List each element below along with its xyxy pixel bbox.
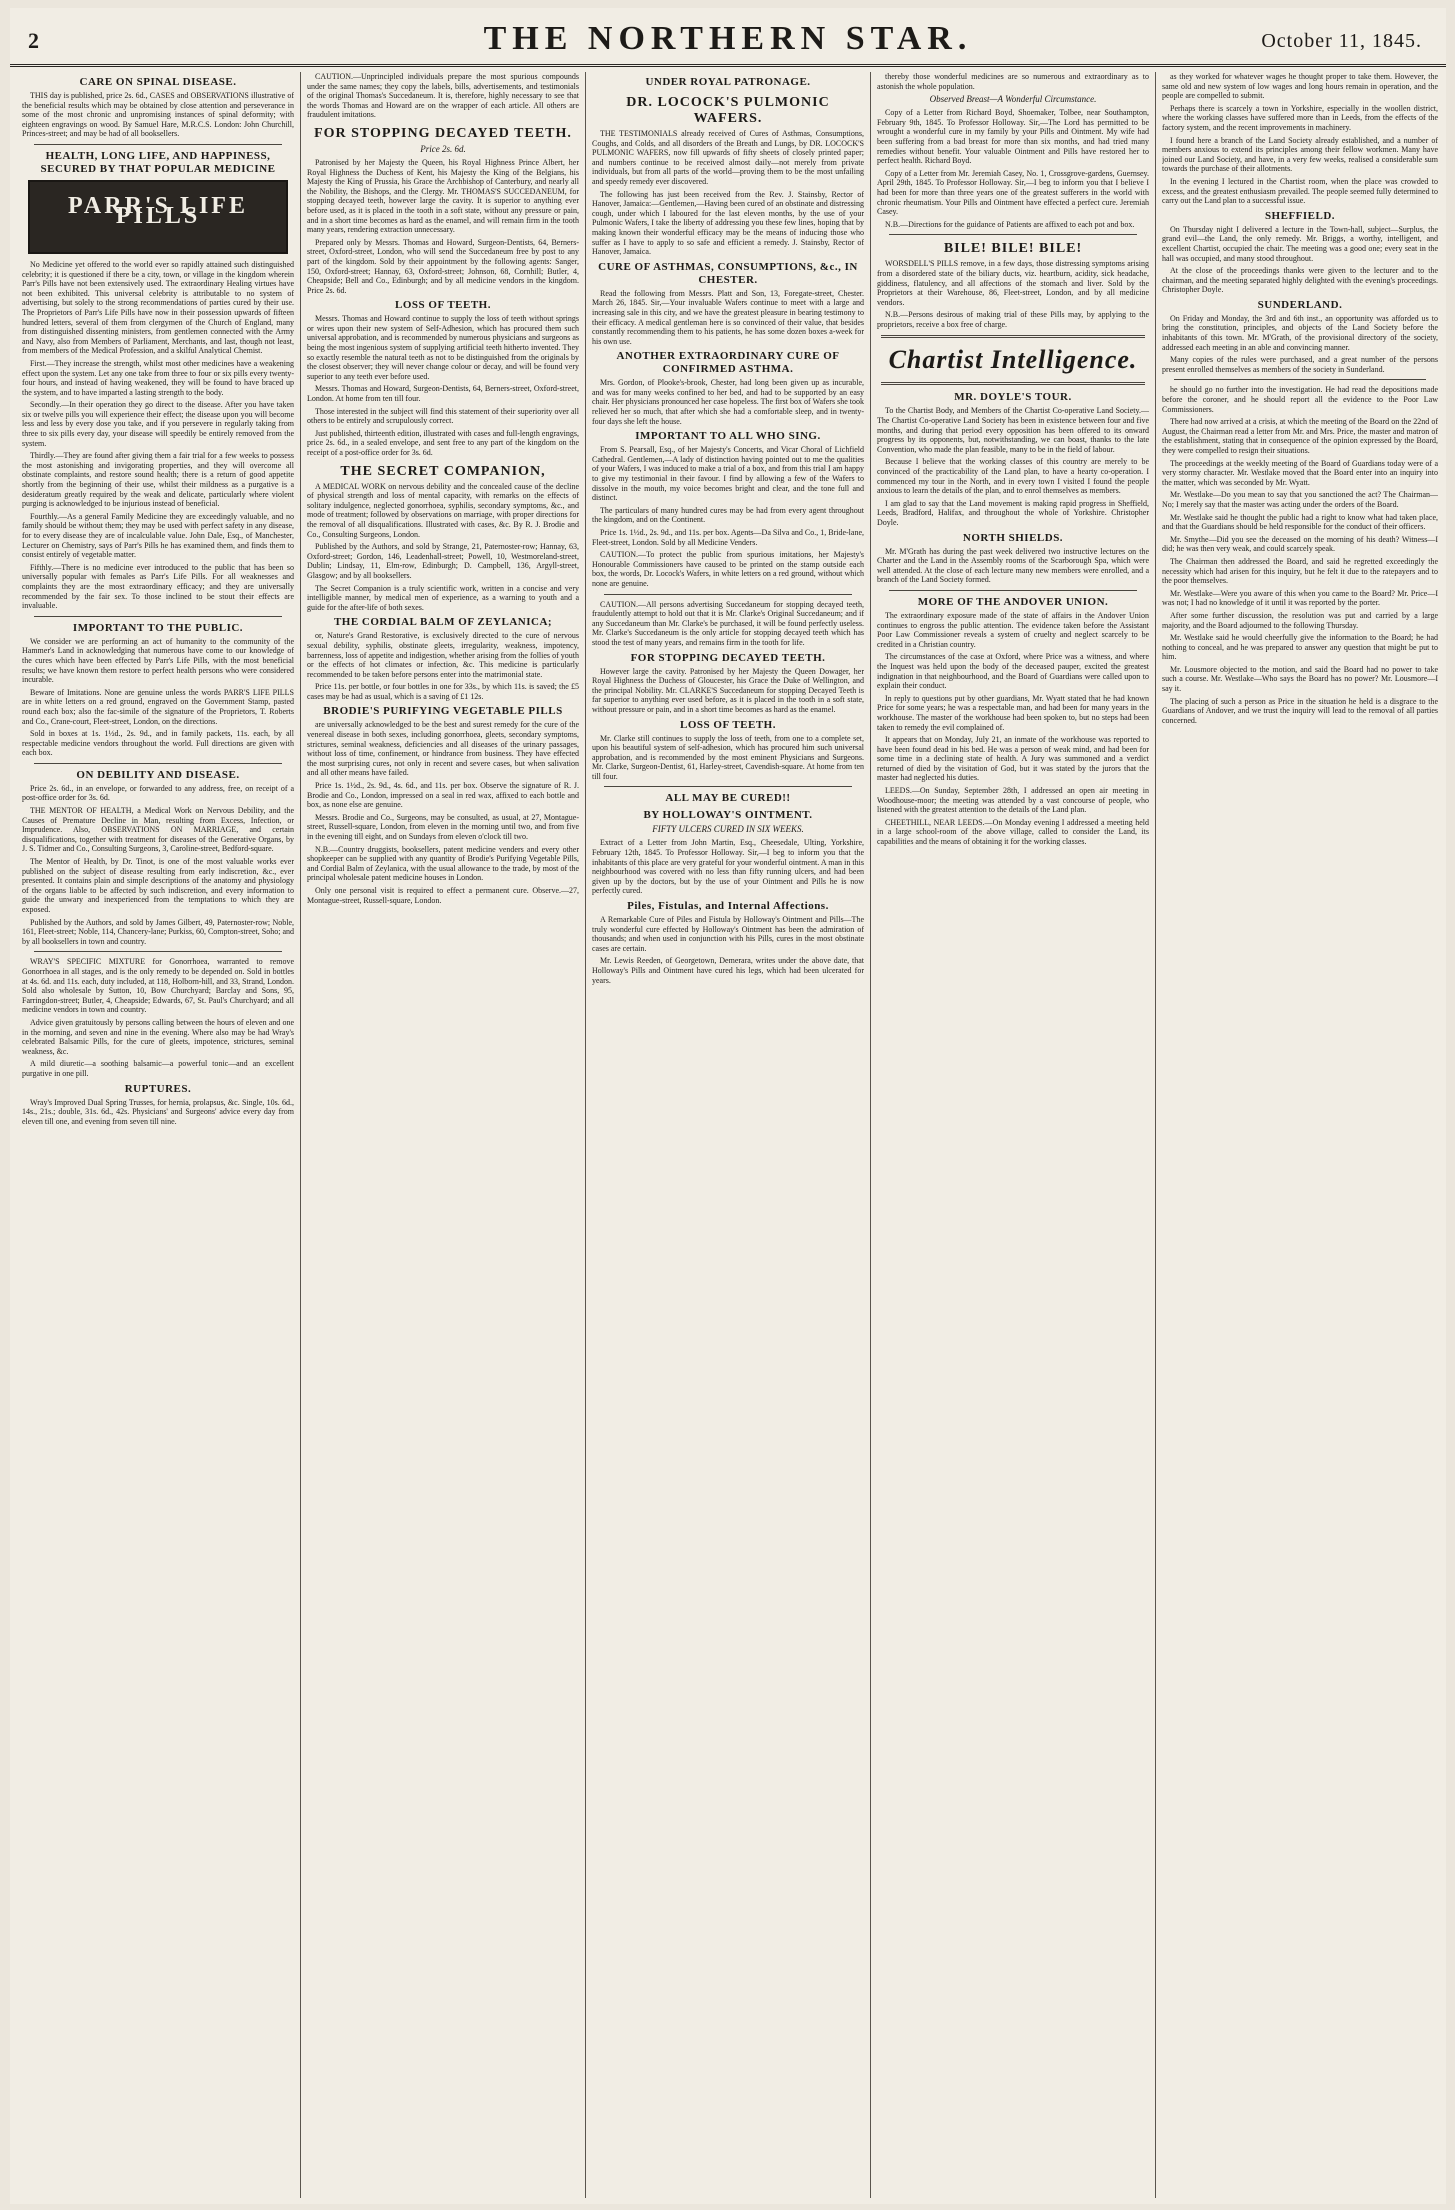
body-paragraph: are universally acknowledged to be the best and surest remedy for the cure of the venereal disease in both sexes, including gonorrhoea, gleets, secondary symptoms, strictures, seminal weakness, deficiencies and all diseases of the urinary passages, without loss of time, confinement, or hindrance from business. They have effected the most surprising cures, not only in recent and severe cases, but when salivation and all other means have failed. [307,720,579,778]
body-paragraph: There had now arrived at a crisis, at which the meeting of the Board on the 22nd of August, the Chairman read a letter from Mr. and Mrs. Price, the master and matron of the establishment, stating that in consequence of the opinion expressed by the Board, they were compelled to resign their situations. [1162,417,1438,455]
body-paragraph: N.B.—Country druggists, booksellers, patent medicine venders and every other shopkeeper can be supplied with any quantity of Brodie's Purifying Vegetable Pills, and Cordial Balm of Zeylanica, with the usual allowance to the trade, by most of the principal wholesale patent medicine houses in London. [307,844,579,883]
body-paragraph: In the evening I lectured in the Chartist room, when the place was crowded to excess, and the greatest enthusiasm prevailed. The people seemed fully determined to carry out the Land plan to a successful issue. [1162,176,1438,206]
body-paragraph: Mr. Westlake—Do you mean to say that you sanctioned the act? The Chairman—No; I merely say that the master was acting under the orders of the Board. [1162,490,1438,509]
body-paragraph: Prepared only by Messrs. Thomas and Howard, Surgeon-Dentists, 64, Berners-street, Oxford-street, London, who will send the Succedaneum free by post to any part of the kingdom. Sold by their appointment by the following agents: Sanger, 150, Oxford-street; Hannay, 63, Oxford-street; Johnson, 68, Cornhill; Butler, 4, Cheapside; Bell and Co., Edinburgh; and by all medicine vendors in the kingdom. Price 2s. 6d. [307,237,579,295]
body-paragraph: Because I believe that the working classes of this country are merely to be convinced of the practicability of the Land plan, to have a hearty co-operation. I commenced my tour in the North, and in every town I visited I found the people anxious to learn the details of the plan, and to enrol themselves as members. [877,457,1149,496]
section-heading: UNDER ROYAL PATRONAGE. [645,76,811,88]
column-3 [592,72,864,2198]
body-paragraph: The proceedings at the weekly meeting of the Board of Guardians today were of a very stormy character. Mr. Westlake moved that the Board enter into an inquiry into the matter, which was seconded by Mr. Wyatt. [1162,458,1438,487]
advert-banner [28,180,288,254]
separator-rule [34,951,282,952]
body-paragraph: I found here a branch of the Land Society already established, and a number of members anxious to extend its principles among their fellow workmen. Many have joined our Land Society, and have, in a very few weeks, realised a considerable sum towards the purchase of their allotments. [1162,135,1438,174]
section-heading: THE CORDIAL BALM OF ZEYLANICA; [333,616,553,629]
section-heading: BY HOLLOWAY'S OINTMENT. [643,809,813,822]
body-paragraph: Only one personal visit is required to effect a permanent cure. Observe.—27, Montague-street, Russell-square, London. [307,885,579,905]
newspaper-title: THE NORTHERN STAR. [483,20,973,57]
body-paragraph: In reply to questions put by other guardians, Mr. Wyatt stated that he had known Price for some years; he was a respectable man, and had been for many years in the workhouse. The master of the workhouse had been spoken to, but no steps had been taken to remedy the evil complained of. [877,693,1149,732]
body-paragraph: The Secret Companion is a truly scientific work, written in a concise and very intelligible manner, by medical men of experience, as a warning to youth and a guide for the after-life of both sexes. [307,583,579,612]
masthead [10,8,1446,67]
body-paragraph: Mr. Westlake said he thought the public had a right to know what had taken place, and that the Guardians should be held responsible for the conduct of their officers. [1162,512,1438,532]
body-paragraph: Thirdly.—They are found after giving them a fair trial for a few weeks to possess the most astonishing and invigorating properties, and they will overcome all obstinate complaints, and restore sound health; there is a return of good appetite shortly from the beginning of their use, whilst their mildness as a purgative is a desideratum greatly required by the weak and delicate, particularly where violent purging is acknowledged to be injurious instead of beneficial. [22,451,294,509]
section-heading: ALL MAY BE CURED!! [665,792,791,805]
section-heading: IMPORTANT TO ALL WHO SING. [635,430,821,443]
section-banner-heading: Chartist Intelligence. [888,345,1138,375]
body-paragraph: Price 11s. per bottle, or four bottles in one for 33s., by which 11s. is saved; the £5 cases may be had as usual, which is a saving of £1 12s. [307,682,579,701]
body-paragraph: The circumstances of the case at Oxford, where Price was a witness, and where the Inquest was held upon the body of the deceased pauper, excited the greatest indignation in that neighbourhood, and the Board of Guardians were called upon to explain their conduct. [877,652,1149,691]
subheading: Price 2s. 6d. [420,143,466,154]
column-5 [1162,72,1438,2198]
body-paragraph: Mr. Clarke still continues to supply the loss of teeth, from one to a complete set, upon his beautiful system of self-adhesion, which has procured him such universal approbation, and is recommended by the most eminent Physicians and Surgeons. Mr. Clarke, Surgeon-Dentist, 61, Harley-street, Cavendish-square. At home from ten till four. [592,733,864,781]
column-2 [307,72,579,2198]
body-paragraph: Price 1s. 1½d., 2s. 9d., and 11s. per box. Agents—Da Silva and Co., 1, Bride-lane, Fleet-street, London. Sold by all Medicine Venders. [592,528,864,547]
body-paragraph: However large the cavity. Patronised by her Majesty the Queen Dowager, her Royal Highness the Duchess of Gloucester, his Grace the Duke of Wellington, and the principal Nobility. Mr. CLARKE'S Succedaneum for stopping Decayed Teeth is far superior to anything ever used before, as it is placed in the tooth in a soft state, without pressure or pain, and in a short time becomes as hard as the enamel. [592,666,864,714]
display-heading: DR. LOCOCK'S PULMONIC WAFERS. [626,95,830,126]
body-paragraph: Perhaps there is scarcely a town in Yorkshire, especially in the woollen district, where the working classes have suffered more than in Leeds, from the effects of the factory system, and the recent improvements in machinery. [1162,103,1438,132]
body-paragraph: We consider we are performing an act of humanity to the community of the Hammer's Land in acknowledging that numerous have come to our knowledge of the cures which have been effected by Parr's Life Pills, with the most beneficial results; we have known them restore to perfect health persons who were considered incurable. [22,636,294,685]
section-heading: SHEFFIELD. [1264,209,1336,222]
section-heading: IMPORTANT TO THE PUBLIC. [72,621,244,634]
body-paragraph: as they worked for whatever wages he thought proper to take them. However, the same old and new system of low wages and long hours remain in operation, and the people are compelled to submit. [1162,72,1438,101]
body-paragraph: It appears that on Monday, July 21, an inmate of the workhouse was reported to have been found dead in his bed. He was a person of weak mind, and had been for some time in a declining state of health. A Jury was summoned and a verdict returned of died by the visitation of God, but it was stated by the jurors that the master had neglected his duties. [877,735,1149,783]
body-paragraph: LEEDS.—On Sunday, September 28th, I addressed an open air meeting in Woodhouse-moor; the meeting was attended by a vast concourse of people, who listened with the greatest attention to the details of the Land plan. [877,786,1149,815]
body-paragraph: Advice given gratuitously by persons calling between the hours of eleven and one in the morning, and seven and nine in the evening. Where also may be had Wray's celebrated Balsamic Pills, for the cure of gleets, impotence, strictures, seminal weakness, &c. [22,1017,294,1056]
body-paragraph: On Thursday night I delivered a lecture in the Town-hall, subject—Surplus, the grand evil—the Land, the only remedy. Mr. Briggs, a worthy, intelligent, and excellent Chartist, occupied the chair. The meeting was a good one; every seat in the hall was occupied, and many stood throughout. [1162,224,1438,263]
body-paragraph: A Remarkable Cure of Piles and Fistula by Holloway's Ointment and Pills—The truly wonderful cure effected by Holloway's Ointment has been the admiration of thousands; and when used in conjunction with his Pills, cures in the most obstinate cases are certain. [592,915,864,953]
body-paragraph: Published by the Authors, and sold by Strange, 21, Paternoster-row; Hannay, 63, Oxford-street; Gordon, 146, Leadenhall-street; Powell, 10, Westmoreland-street, Dublin; Lindsay, 11, Elm-row, Edinburgh; D. Campbell, 136, Argyll-street, Glasgow; and by all booksellers. [307,542,579,580]
section-heading: ANOTHER EXTRAORDINARY CURE OF CONFIRMED ASTHMA. [616,350,840,376]
body-paragraph: WORSDELL'S PILLS remove, in a few days, those distressing symptoms arising from a disordered state of the biliary ducts, viz. heartburn, acidity, sick headache, giddiness, flatulency, and all affections of the stomach and liver. Sold by the Proprietors at their Warehouse, 86, Fleet-street, London, and by all medicine vendors. [877,259,1149,307]
section-heading: NORTH SHIELDS. [962,531,1064,544]
banner-text: PARR'S LIFE PILLS [68,192,248,229]
column-rule [1155,72,1156,2198]
separator-rule [34,763,282,764]
body-paragraph: CAUTION.—Unprincipled individuals prepare the most spurious compounds under the same names; they copy the labels, bills, advertisements, and testimonials of the original Thomas's Succedaneum. It is, therefore, highly necessary to see that the words Thomas and Howard are on the wrapper of each article. All others are fraudulent imitations. [307,72,579,120]
body-paragraph: No Medicine yet offered to the world ever so rapidly attained such distinguished celebrity; it is questioned if there be a city, town, or village in the kingdom wherein Parr's Pills have not been extensively used. The extraordinary Healing virtues have not been exhibited. This universal celebrity is attributable to no system of advertising, but solely to the strong recommendations of parties cured by their use. The Proprietors of Parr's Life Pills have now in their possession upwards of fifteen hundred letters, several of them from clergymen of the Church of England, many from distinguished dissenting ministers, from gentlemen connected with the Army and Navy, also from Members of Parliament, Merchants, and last, though not least, from members of the Medical Profession, and a skilful Analytical Chemist. [22,259,294,356]
body-paragraph: Just published, thirteenth edition, illustrated with cases and full-length engravings, price 2s. 6d., in a sealed envelope, and sent free to any part of the kingdom on the receipt of a post-office order for 3s. 6d. [307,428,579,457]
body-paragraph: Fourthly.—As a general Family Medicine they are exceedingly valuable, and no family should be without them; they may be used with perfect safety in any disease, for to every disease they are of incalculable value. John Dale, Esq., of Manchester, Lecturer on Chemistry, says of Parr's Pills he has examined them, and finds them to consist entirely of vegetable matter. [22,511,294,560]
section-heading: CURE OF ASTHMAS, CONSUMPTIONS, &c., IN CHESTER. [598,260,858,286]
body-paragraph: Fifthly.—There is no medicine ever introduced to the public that has been so universally popular with females as Parr's Life Pills. For all weaknesses and complaints they are the most extraordinary efficacy; and they are universally recommended by the fair sex. To those inclined to be stout their effects are invaluable. [22,562,294,611]
body-paragraph: Messrs. Brodie and Co., Surgeons, may be consulted, as usual, at 27, Montague-street, Russell-square, London, from eleven in the morning until two, and from five in the evening till eight, and on Sundays from eleven o'clock till two. [307,812,579,841]
body-paragraph: I am glad to say that the Land movement is making rapid progress in Sheffield, Leeds, Bradford, Halifax, and throughout the whole of Yorkshire. Christopher Doyle. [877,498,1149,527]
column-4 [877,72,1149,2198]
section-heading: Piles, Fistulas, and Internal Affections. [627,900,829,913]
body-paragraph: Mr. Lousmore objected to the motion, and said the Board had no power to take such a course. Mr. Westlake—Who says the Board has no power? Mr. Lousmore—I say it. [1162,664,1438,694]
section-heading: RUPTURES. [124,1082,192,1095]
body-paragraph: Published by the Authors, and sold by James Gilbert, 49, Paternoster-row; Noble, 161, Fleet-street; Noble, 114, Chancery-lane; Purkiss, 60, Compton-street, Soho; and by all booksellers in town and country. [22,917,294,946]
body-paragraph: The particulars of many hundred cures may be had from every agent throughout the kingdom, and on the Continent. [592,505,864,525]
columns [22,72,1438,2198]
column-1 [22,72,294,2198]
body-paragraph: Messrs. Thomas and Howard, Surgeon-Dentists, 64, Berners-street, Oxford-street, London. At home from ten till four. [307,384,579,404]
body-paragraph: Those interested in the subject will find this statement of their superiority over all others to be entirely and scrupulously correct. [307,406,579,426]
body-paragraph: The placing of such a person as Price in the situation he held is a disgrace to the Guardians of Andover, and we trust the inquiry will lead to the removal of all parties concerned. [1162,696,1438,725]
body-paragraph: Mr. M'Grath has during the past week delivered two instructive lectures on the Charter and the Land in the Assembly rooms of the Scarborough Spa, which were well attended. At the close of each lecture many new members were enrolled, and a branch of the Land Society formed. [877,546,1149,585]
body-paragraph: To the Chartist Body, and Members of the Chartist Co-operative Land Society.—The Chartist Co-operative Land Society has been in existence between four and five months, and during that period every opposition has been offered to its onward progress by its opponents, but, notwithstanding, we can boast, thanks to the late Convention, who made the plan feasible, many to be in the field of labour. [877,406,1149,454]
body-paragraph: Beware of Imitations. None are genuine unless the words PARR'S LIFE PILLS are in white letters on a red ground, engraved on the Government Stamp, pasted round each box; also the fac-simile of the signature of the Proprietors, T. Roberts and Co., Crane-court, Fleet-street, London, on the directions. [22,687,294,726]
body-paragraph: The following has just been received from the Rev. J. Stainsby, Rector of Hanover, Jamaica:—Gentlemen,—Having been cured of an obstinate and distressing cough, under which I laboured for the last eleven months, by the use of your Pulmonic Wafers, I take the liberty of addressing you these few lines, hoping that by making known their wonderful efficacy may be the means of inducing those who suffer as I have to apply to so safe and efficient a remedy. J. Stainsby, Rector of Hanover, Jamaica. [592,189,864,257]
body-paragraph: Read the following from Messrs. Platt and Son, 13, Foregate-street, Chester. March 26, 1845. Sir,—Your invaluable Wafers continue to meet with a large and increasing sale in this city, and we have the greatest pleasure in bearing testimony to their efficacy. A medical gentleman here is so convinced of their value, that besides constantly recommending them to his patients, he has some dozen boxes a-week for his own use. [592,288,864,346]
body-paragraph: Mr. Smythe—Did you see the deceased on the morning of his death? Witness—I did; he was then very weak, and could scarcely speak. [1162,534,1438,554]
body-paragraph: he should go no further into the investigation. He had read the depositions made before the coroner, and he should report all the evidence to the Poor Law Commissioners. [1162,385,1438,414]
body-paragraph: Many copies of the rules were purchased, and a great number of the persons present enrolled themselves as members of the society in Sunderland. [1162,355,1438,374]
body-paragraph: A mild diuretic—a soothing balsamic—a powerful tonic—and an excellent purgative in one pill. [22,1059,294,1078]
display-heading: THE SECRET COMPANION, [340,463,546,479]
display-heading: BILE! BILE! BILE! [943,241,1083,257]
body-paragraph: Mr. Lewis Reeden, of Georgetown, Demerara, writes under the above date, that Holloway's Pills and Ointment have cured his legs, which had been ulcerated for years. [592,956,864,985]
body-paragraph: Extract of a Letter from John Martin, Esq., Cheesedale, Ulting, Yorkshire, February 12th, 1845. To Professor Holloway. Sir,—I beg to inform you that the inhabitants of this place are very grateful for your wonderful ointment. A man in this neighbourhood was covered with no less than fifty running ulcers, and had been given up by the doctors, but by the use of your Ointment and Pills he is now perfectly cured. [592,838,864,896]
separator-rule [881,382,1145,385]
body-paragraph: Mrs. Gordon, of Plooke's-brook, Chester, had long been given up as incurable, and was for many weeks confined to her bed, and had to be supported by an easy chair. Her physicians pronounced her case hopeless. The first box of Wafers she took relieved her so much, that after which she had a comfortable sleep, and in twenty-four days she left the house. [592,378,864,426]
separator-rule [604,594,852,595]
column-rule [585,72,586,2198]
body-paragraph: CHEETHILL, NEAR LEEDS.—On Monday evening I addressed a meeting held in a large school-room of the above village, called to consider the Land, its capabilities and the means of obtaining it for the working classes. [877,817,1149,847]
body-paragraph: Copy of a Letter from Richard Boyd, Shoemaker, Tolbee, near Southampton, February 9th, 1845. To Professor Holloway. Sir,—The Lord has permitted to be wrought a wonderful cure in my family by your Pills and Ointment. My wife had been suffering from a bad breast for more than six months, and had tried many remedies without benefit. Your valuable Ointment and Pills have restored her to perfect health. Richard Boyd. [877,108,1149,166]
body-paragraph: Price 2s. 6d., in an envelope, or forwarded to any address, free, on receipt of a post-office order for 3s. 6d. [22,783,294,803]
subheading: Observed Breast—A Wonderful Circumstance. [929,94,1097,105]
body-paragraph: or, Nature's Grand Restorative, is exclusively directed to the cure of nervous sexual debility, syphilis, obstinate gleets, irregularity, weakness, impotency, barrenness, loss of appetite and indigestion, whether arising from the follies of youth or the effects of hot climates or infection, &c. This medicine is particularly recommended to be taken before persons enter into the matrimonial state. [307,631,579,679]
section-heading: LOSS OF TEETH. [680,718,776,731]
body-paragraph: CAUTION.—All persons advertising Succedaneum for stopping decayed teeth, fraudulently attempt to hold out that it is Mr. Clarke's Original Succedaneum; and if any Succedaneum than Mr. Clarke's be purchased, it will be found perfectly useless. Mr. Clarke's Succedaneum is the only article for stopping decayed teeth which has stood the test of many years, and remains firm in the tooth for life. [592,599,864,647]
separator-rule [34,144,282,145]
page-number: 2 [28,28,39,53]
separator-rule [34,616,282,617]
body-paragraph: Price 1s. 1½d., 2s. 9d., 4s. 6d., and 11s. per box. Observe the signature of R. J. Brodie and Co., London, impressed on a seal in red wax, affixed to each bottle and box, as none else are genuine. [307,781,579,810]
body-paragraph: THIS day is published, price 2s. 6d., CASES and OBSERVATIONS illustrative of the beneficial results which may be obtained by close attention and perseverance in some of the most chronic and unpromising instances of spinal deformity; with eighteen engravings on wood. By Samuel Hare, M.R.C.S. London: John Churchill, Princes-street; and may be had of all booksellers. [22,91,294,139]
body-paragraph: WRAY'S SPECIFIC MIXTURE for Gonorrhoea, warranted to remove Gonorrhoea in all stages, and is the only remedy to be depended on. Sold in bottles at 4s. 6d. and 11s. each, duty included, at 118, Holborn-hill, and 33, Strand, London. Sold also wholesale by Sutton, 10, Bow Churchyard; Barclay and Sons, 95, Farringdon-street; Butler, 4, Cheapside; Edwards, 67, St. Paul's Churchyard; and all medicine vendors in town and country. [22,957,294,1015]
issue-date: October 11, 1845. [1261,30,1422,52]
column-rule [300,72,301,2198]
separator-rule [604,786,852,787]
body-paragraph: From S. Pearsall, Esq., of her Majesty's Concerts, and Vicar Choral of Lichfield Cathedral. Gentlemen,—A lady of distinction having pointed out to me the qualities of your Wafers, I was induced to make a trial of a box, and from this trial I am happy to give my testimonial in their favour. I find by allowing a few of the Wafers to dissolve in the mouth, my voice becomes bright and clear, and the tone full and distinct. [592,445,864,503]
display-heading: FOR STOPPING DECAYED TEETH. [314,125,572,141]
body-paragraph: The Mentor of Health, by Dr. Tinot, is one of the most valuable works ever published on the subject of disease resulting from early indiscretion, &c., ever presented. It contains plain and simple descriptions of the anatomy and physiology of the organs liable to be affected by such indiscretion, and every information to guide the unwary and inexperienced from the temptations to which they are exposed. [22,857,294,914]
body-paragraph: Patronised by her Majesty the Queen, his Royal Highness Prince Albert, her Royal Highness the Duchess of Kent, his Majesty the King of the Belgians, his Majesty the King of Prussia, his Grace the Archbishop of Canterbury, and nearly all the Nobility, the Bishops, and the Clergy. Mr. THOMAS'S SUCCEDANEUM, for stopping decayed teeth, however large the cavity. It is superior to anything ever before used, as it is placed in the tooth in a soft state, without any pressure or pain, and in a short time becomes as hard as the enamel, and will remain firm in the tooth many years, rendering extraction unnecessary. [307,157,579,235]
body-paragraph: On Friday and Monday, the 3rd and 6th inst., an opportunity was afforded us to bring the constitution, principles, and objects of the Land Society before the inhabitants of this town. Mr. M'Grath, of the provisional directory of the society, addressed each meeting in an able and convincing manner. [1162,313,1438,352]
body-paragraph: Mr. Westlake said he would cheerfully give the information to the Board; he had nothing to conceal, and he was prepared to answer any question that might be put to him. [1162,633,1438,662]
body-paragraph: Mr. Westlake—Were you aware of this when you came to the Board? Mr. Price—I was not; I had no knowledge of it until it was reported by the porter. [1162,588,1438,608]
section-heading: LOSS OF TEETH. [395,299,491,312]
body-paragraph: First.—They increase the strength, whilst most other medicines have a weakening effect upon the system. Let any one take from three to four or six pills every twenty-four hours, and instead of having weakened, they will be found to have braced up the system, and to have imparted a lasting strength to the body. [22,358,294,397]
column-rule [870,72,871,2198]
separator-rule [889,234,1137,235]
body-paragraph: The extraordinary exposure made of the state of affairs in the Andover Union continues to engross the public attention. The evidence taken before the Assistant Poor Law Commissioner reveals a system of cruelty and neglect scarcely to be credited in a Christian country. [877,610,1149,649]
body-paragraph: After some further discussion, the resolution was put and carried by a large majority, and the Board adjourned to the following Thursday. [1162,610,1438,630]
section-heading: ON DEBILITY AND DISEASE. [76,768,240,781]
section-heading: CARE ON SPINAL DISEASE. [79,76,237,88]
section-heading: HEALTH, LONG LIFE, AND HAPPINESS, SECURED BY THAT POPULAR MEDICINE [40,149,276,175]
separator-rule [1174,379,1426,380]
body-paragraph: Sold in boxes at 1s. 1½d., 2s. 9d., and in family packets, 11s. each, by all respectable medicine vendors throughout the world. Full directions are given with each box. [22,729,294,758]
body-paragraph: The Chairman then addressed the Board, and said he regretted exceedingly the necessity which had arisen for this inquiry, but he felt it due to the ratepayers and to the poor themselves. [1162,556,1438,586]
section-heading: FOR STOPPING DECAYED TEETH. [630,651,826,664]
section-heading: BRODIE'S PURIFYING VEGETABLE PILLS [323,705,563,718]
section-heading: MR. DOYLE'S TOUR. [954,391,1072,404]
body-paragraph: Messrs. Thomas and Howard continue to supply the loss of teeth without springs or wires upon their new system of Self-Adhesion, which has procured them such universal approbation, and is recommended by numerous physicians and surgeons as being the most ingenious system of supplying artificial teeth hitherto invented. They so exactly resemble the natural teeth as not to be distinguished from the originals by the closest observer; they will never change colour or decay, and will be found very superior to any teeth ever before used. [307,314,579,381]
body-paragraph: N.B.—Persons desirous of making trial of these Pills may, by applying to the proprietors, receive a box free of charge. [877,310,1149,329]
separator-rule [881,335,1145,338]
subheading: FIFTY ULCERS CURED IN SIX WEEKS. [652,824,804,835]
body-paragraph: Copy of a Letter from Mr. Jeremiah Casey, No. 1, Crossgrove-gardens, Guernsey. April 29th, 1845. To Professor Holloway. Sir,—I beg to inform you that I believe I had been for more than three years one of the greatest sufferers in the world with chronic rheumatism. Your Pills and Ointment have effected a perfect cure. Jeremiah Casey. [877,168,1149,217]
body-paragraph: CAUTION.—To protect the public from spurious imitations, her Majesty's Honourable Commissioners have caused to be printed on the stamp outside each box, the words, Dr. Locock's Wafers, in white letters on a red ground, without which none are genuine. [592,550,864,588]
body-paragraph: At the close of the proceedings thanks were given to the lecturer and to the chairman, and the meeting separated highly delighted with the evening's proceedings. Christopher Doyle. [1162,266,1438,295]
body-paragraph: Wray's Improved Dual Spring Trusses, for hernia, prolapsus, &c. Single, 10s. 6d., 14s., 21s.; double, 31s. 6d., 42s. Physicians' and Surgeons' advice every day from eleven till one, and evening from seven till nine. [22,1097,294,1126]
section-heading: MORE OF THE ANDOVER UNION. [917,595,1109,608]
body-paragraph: thereby those wonderful medicines are so numerous and extraordinary as to astonish the whole population. [877,72,1149,91]
separator-rule [889,590,1137,591]
body-paragraph: N.B.—Directions for the guidance of Patients are affixed to each pot and box. [885,219,1135,229]
body-paragraph: Secondly.—In their operation they go direct to the disease. After you have taken six or twelve pills you will experience their effect; the disease upon you will become less and less by every dose you take, and if you persevere in regularly taking from three to six pills every day, your disease will speedily be entirely removed from the system. [22,400,294,448]
body-paragraph: A MEDICAL WORK on nervous debility and the concealed cause of the decline of physical strength and loss of mental capacity, with remarks on the effects of solitary indulgence, neglected gonorrhoea, syphilis, secondary symptoms, &c., and mode of treatment; followed by observations on marriage, with proper directions for the removal of all disqualifications. Illustrated with cases, &c. By R. J. Brodie and Co., Consulting Surgeons, London. [307,481,579,539]
body-paragraph: THE MENTOR OF HEALTH, a Medical Work on Nervous Debility, and the Causes of Premature Decline in Man, resulting from Excess, Infection, or Imprudence. Also, OBSERVATIONS ON MARRIAGE, and certain disqualifications, together with treatment for diseases of the Generative Organs, by J. S. Tidmer and Co., Consulting Surgeons, 3, Caroline-street, Bedford-square. [22,806,294,854]
section-heading: SUNDERLAND. [1257,298,1343,311]
newspaper-page [10,8,1446,2204]
body-paragraph: THE TESTIMONIALS already received of Cures of Asthmas, Consumptions, Coughs, and Colds, and all disorders of the Breath and Lungs, by DR. LOCOCK'S PULMONIC WAFERS, now fill upwards of fifty sheets of closely printed paper; and numbers continue to be received almost daily—not merely from private individuals, but from all parts of the world—proving them to be the most unfailing and speedy remedy ever discovered. [592,129,864,186]
